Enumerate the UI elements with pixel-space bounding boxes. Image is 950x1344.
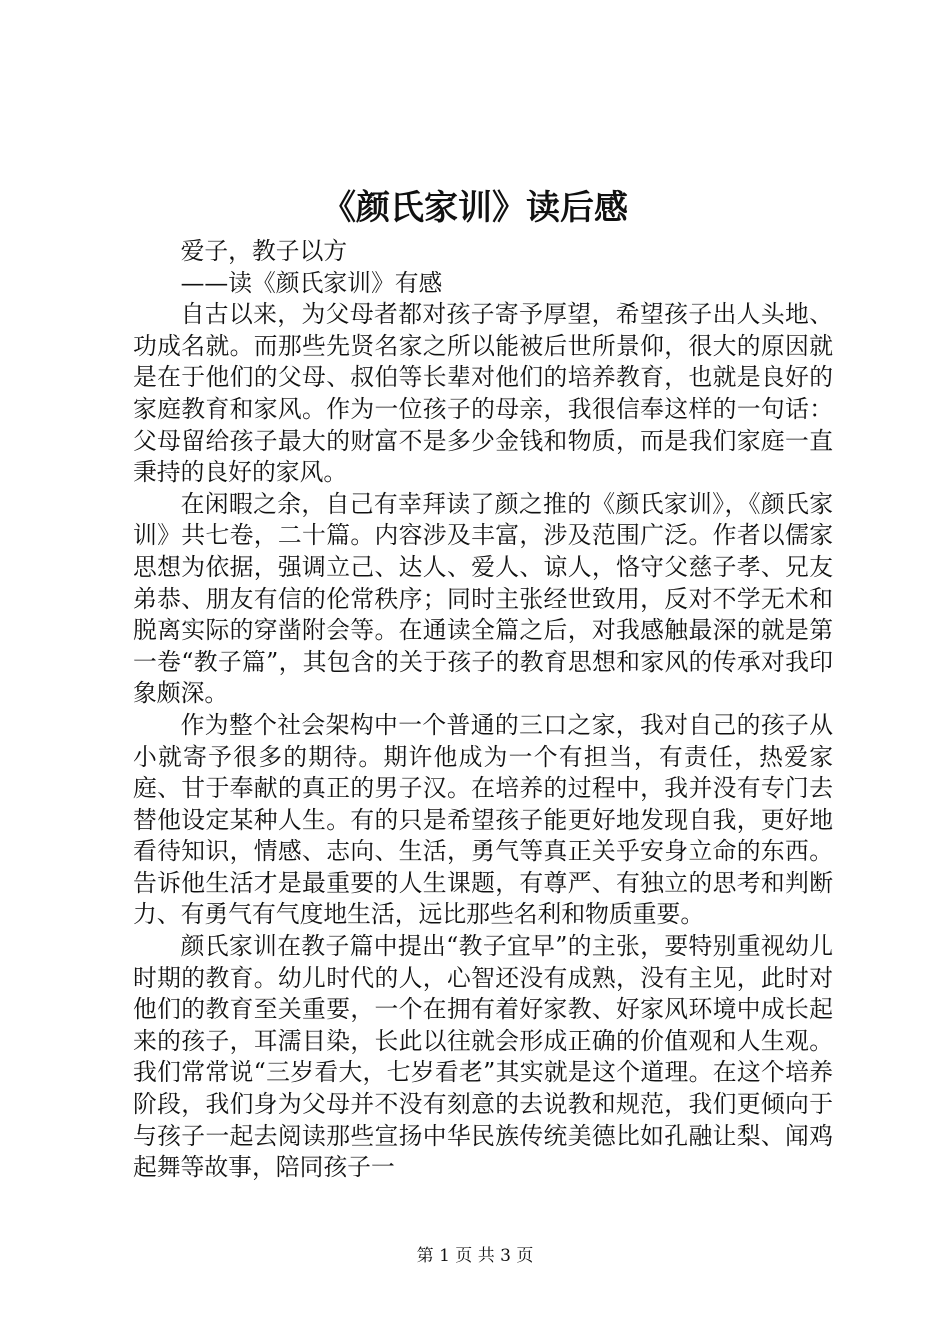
document-title: 《颜氏家训》读后感 <box>322 188 628 228</box>
page-number-footer: 第 1 页 共 3 页 <box>416 1246 534 1266</box>
paragraph: 在闲暇之余，自己有幸拜读了颜之推的《颜氏家训》，《颜氏家训》共七卷，二十篇。内容涉及丰富，涉及范围广泛。作者以儒家思想为依据，强调立己、达人、爱人、谅人，恪守父慈子孝、兄友弟恭、朋友有信的伦常秩序；同时主张经世致用，反对不学无术和脱离实际的穿凿附会等。在通读全篇之后，对我感触最深的就是第一卷“教子篇”，其包含的关于孩子的教育思想和家风的传承对我印象颇深。 <box>133 489 833 708</box>
byline: ——读《颜氏家训》有感 <box>180 268 443 297</box>
subtitle-line: 爱子，教子以方 <box>180 237 348 265</box>
paragraph: 颜氏家训在教子篇中提出“教子宜早”的主张，要特别重视幼儿时期的教育。幼儿时代的人，心智还没有成熟，没有主见，此时对他们的教育至关重要，一个在拥有着好家教、好家风环境中成长起来的孩子，耳濡目染，长此以往就会形成正确的价值观和人生观。我们常常说“三岁看大，七岁看老”其实就是这个道理。在这个培养阶段，我们身为父母并不没有刻意的去说教和规范，我们更倾向于与孩子一起去阅读那些宣扬中华民族传统美德比如孔融让梨、闻鸡起舞等故事，陪同孩子一 <box>133 932 833 1182</box>
paragraph: 作为整个社会架构中一个普通的三口之家，我对自己的孩子从小就寄予很多的期待。期许他成为一个有担当，有责任，热爱家庭、甘于奉献的真正的男子汉。在培养的过程中，我并没有专门去替他设定某种人生。有的只是希望孩子能更好地发现自我，更好地看待知识，情感、志向、生活，勇气等真正关乎安身立命的东西。告诉他生活才是最重要的人生课题，有尊严、有独立的思考和判断力、有勇气有气度地生活，远比那些名利和物质重要。 <box>133 710 833 929</box>
document-body <box>133 236 833 1184</box>
paragraph: 自古以来，为父母者都对孩子寄予厚望，希望孩子出人头地、功成名就。而那些先贤名家之所以能被后世所景仰，很大的原因就是在于他们的父母、叔伯等长辈对他们的培养教育，也就是良好的家庭教育和家风。作为一位孩子的母亲，我很信奉这样的一句话：父母留给孩子最大的财富不是多少金钱和物质，而是我们家庭一直秉持的良好的家风。 <box>133 300 833 487</box>
